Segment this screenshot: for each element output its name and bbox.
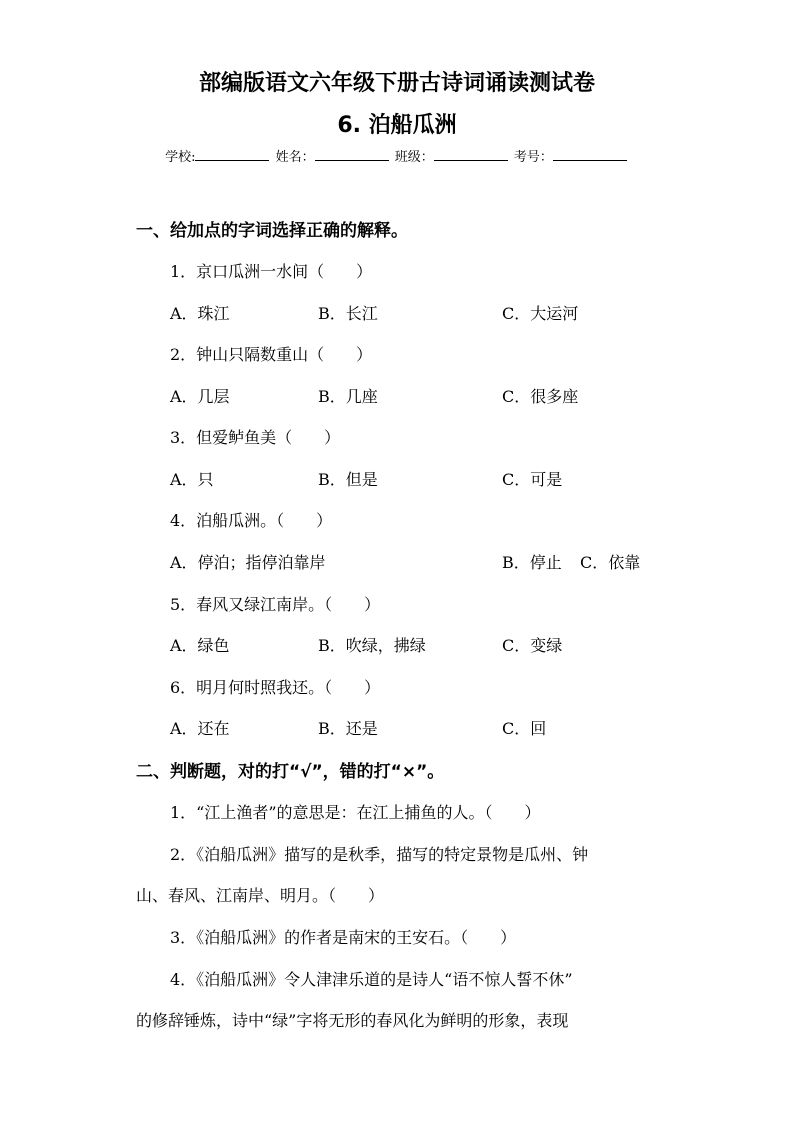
judge-item-1: 1．“江上渔者”的意思是：在江上捕鱼的人。（ ） — [170, 803, 541, 822]
q5-option-c: C．变绿 — [502, 636, 563, 655]
class-label: 班级： — [394, 150, 434, 165]
q6-option-b: B．还是 — [318, 719, 378, 738]
q1-option-b: B．长江 — [318, 304, 378, 323]
q2-option-c: C．很多座 — [502, 387, 579, 406]
section-2-heading: 二、判断题，对的打“√”，错的打“×”。 — [136, 762, 445, 782]
exam-number-blank[interactable] — [553, 147, 627, 161]
q6-option-c: C．回 — [502, 719, 547, 738]
school-label: 学校: — [165, 150, 196, 165]
judge-item-4-cont: 的修辞锤炼，诗中“绿”字将无形的春风化为鲜明的形象，表现 — [136, 1011, 569, 1030]
page-title: 部编版语文六年级下册古诗词诵读测试卷 — [198, 71, 595, 96]
question-5: 5．春风又绿江南岸。（ ） — [170, 595, 381, 614]
page-subtitle: 6. 泊船瓜洲 — [337, 113, 457, 138]
name-blank[interactable] — [315, 147, 389, 161]
exam-number-label: 考号： — [513, 150, 553, 165]
q1-option-c: C．大运河 — [502, 304, 579, 323]
q4-option-b: B．停止 — [502, 553, 562, 572]
question-6: 6．明月何时照我还。（ ） — [170, 678, 381, 697]
school-blank[interactable] — [195, 147, 269, 161]
q2-option-b: B．几座 — [318, 387, 378, 406]
q4-option-a: A．停泊；指停泊靠岸 — [170, 553, 326, 572]
student-info-line — [0, 146, 794, 165]
question-1: 1．京口瓜洲一水间（ ） — [170, 262, 373, 281]
class-blank[interactable] — [434, 147, 508, 161]
q1-option-a: A．珠江 — [170, 304, 230, 323]
q5-option-b: B．吹绿，拂绿 — [318, 636, 426, 655]
judge-item-2-cont: 山、春风、江南岸、明月。（ ） — [136, 886, 385, 905]
judge-item-4: 4．《泊船瓜洲》令人津津乐道的是诗人“语不惊人誓不休” — [170, 970, 573, 989]
q3-option-b: B．但是 — [318, 470, 378, 489]
q5-option-a: A．绿色 — [170, 636, 230, 655]
section-1-heading: 一、给加点的字词选择正确的解释。 — [136, 221, 408, 241]
name-label: 姓名： — [275, 150, 315, 165]
judge-item-3: 3．《泊船瓜洲》的作者是南宋的王安石。（ ） — [170, 928, 517, 947]
q4-option-c: C．依靠 — [580, 553, 641, 572]
q2-option-a: A．几层 — [170, 387, 230, 406]
q3-option-c: C．可是 — [502, 470, 563, 489]
question-3: 3．但爱鲈鱼美（ ） — [170, 428, 341, 447]
q3-option-a: A．只 — [170, 470, 214, 489]
judge-item-2: 2．《泊船瓜洲》描写的是秋季，描写的特定景物是瓜州、钟 — [170, 845, 589, 864]
question-4: 4．泊船瓜洲。（ ） — [170, 511, 333, 530]
question-2: 2．钟山只隔数重山（ ） — [170, 345, 373, 364]
q6-option-a: A．还在 — [170, 719, 230, 738]
